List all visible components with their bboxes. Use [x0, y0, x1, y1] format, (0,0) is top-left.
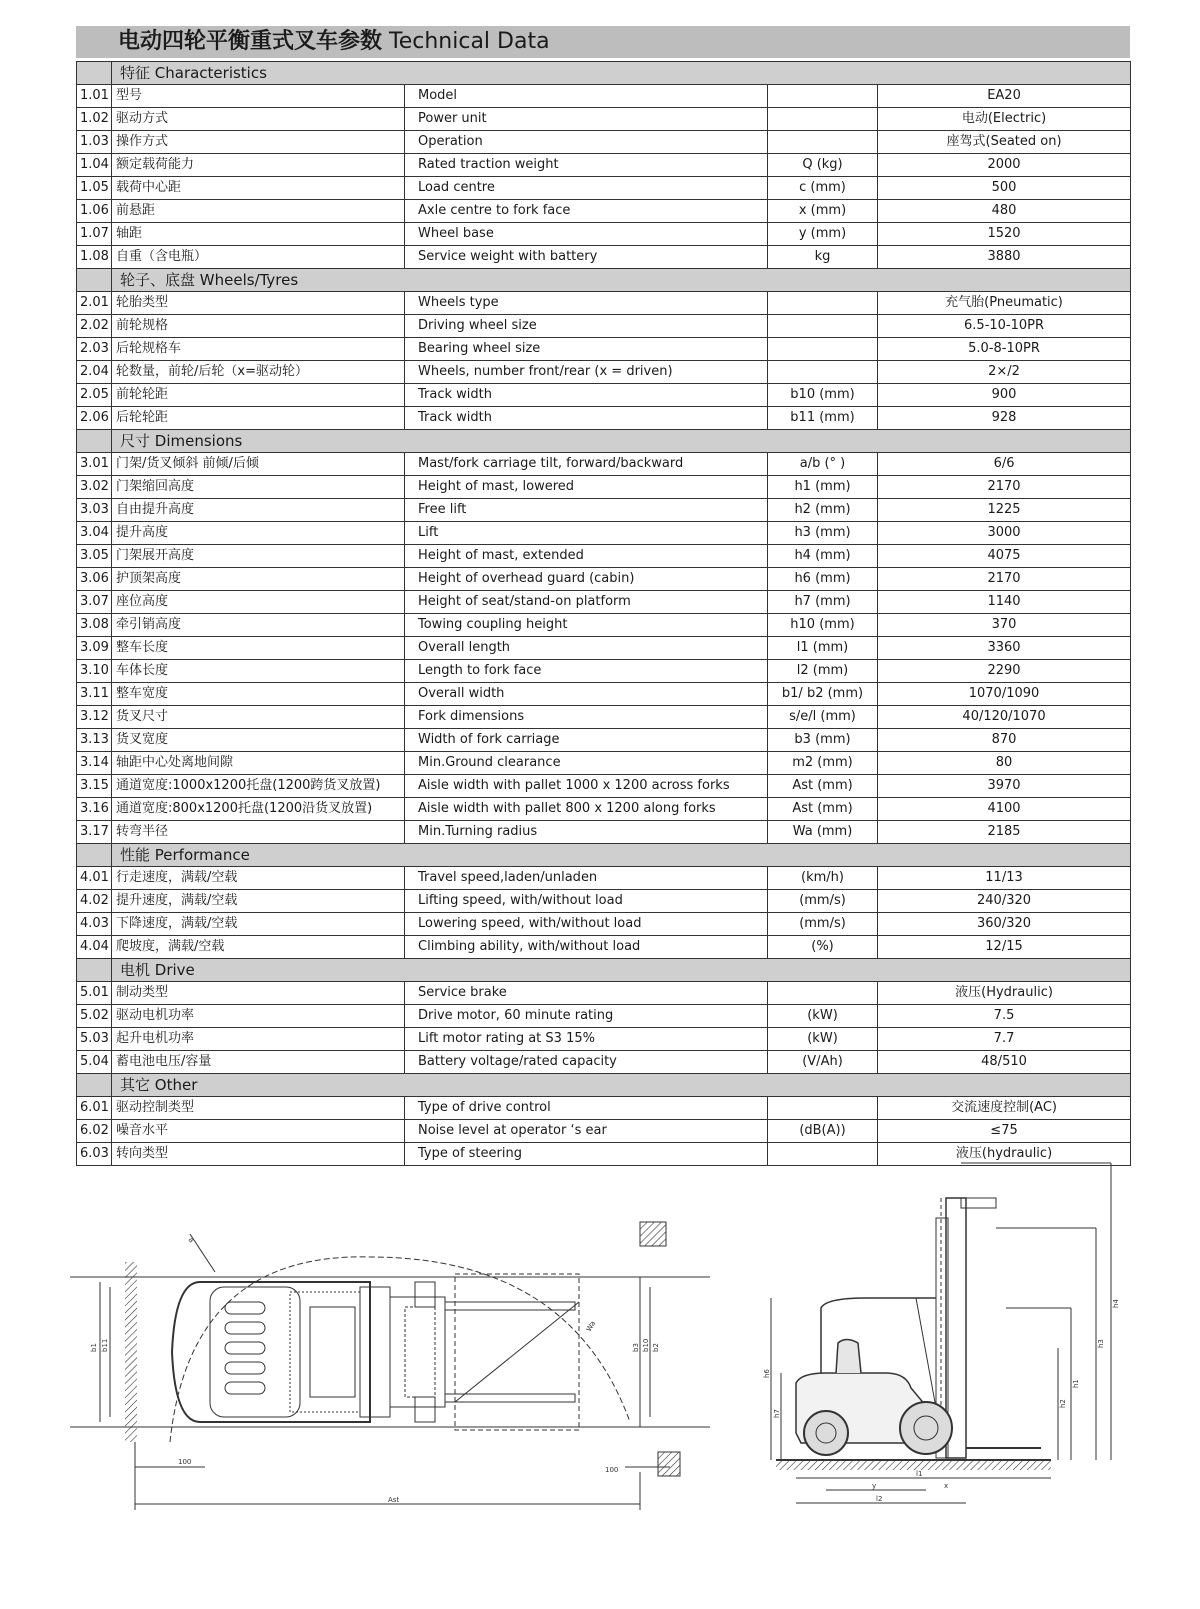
dim-label-100-right: 100 — [605, 1466, 619, 1474]
row-label-zh: 提升高度 — [112, 522, 405, 545]
row-label-en: Service brake — [405, 982, 768, 1005]
row-unit: (kW) — [768, 1028, 878, 1051]
section-header — [77, 1074, 1131, 1097]
dim-label-b1: b1 — [90, 1343, 98, 1352]
spec-row — [77, 683, 1131, 706]
dim-label-y: y — [872, 1482, 877, 1490]
row-value: 3880 — [878, 246, 1131, 269]
spec-row — [77, 200, 1131, 223]
row-number: 2.06 — [77, 407, 112, 430]
row-label-en: Operation — [405, 131, 768, 154]
section-spacer — [77, 844, 112, 867]
row-unit — [768, 315, 878, 338]
row-label-en: Model — [405, 85, 768, 108]
row-value: 7.5 — [878, 1005, 1131, 1028]
row-value: 900 — [878, 384, 1131, 407]
row-label-en: Drive motor, 60 minute rating — [405, 1005, 768, 1028]
row-unit: (mm/s) — [768, 890, 878, 913]
row-unit: h6 (mm) — [768, 568, 878, 591]
row-label-zh: 货叉宽度 — [112, 729, 405, 752]
row-value: 4075 — [878, 545, 1131, 568]
row-unit: Ast (mm) — [768, 775, 878, 798]
row-label-zh: 蓄电池电压/容量 — [112, 1051, 405, 1074]
row-label-en: Overall length — [405, 637, 768, 660]
dim-label-a: a — [186, 1235, 196, 1245]
title-zh: 电动四轮平衡重式叉车参数 — [118, 29, 383, 54]
row-label-en: Height of mast, lowered — [405, 476, 768, 499]
row-label-en: Bearing wheel size — [405, 338, 768, 361]
row-number: 3.14 — [77, 752, 112, 775]
row-label-en: Min.Turning radius — [405, 821, 768, 844]
spec-row — [77, 775, 1131, 798]
spec-row — [77, 85, 1131, 108]
row-label-en: Free lift — [405, 499, 768, 522]
row-unit — [768, 361, 878, 384]
spec-row — [77, 821, 1131, 844]
dim-label-h6: h6 — [763, 1369, 771, 1378]
dim-label-b11: b11 — [101, 1338, 109, 1352]
row-value: 3000 — [878, 522, 1131, 545]
row-number: 6.03 — [77, 1143, 112, 1166]
row-value: 2290 — [878, 660, 1131, 683]
row-unit: h10 (mm) — [768, 614, 878, 637]
spec-row — [77, 177, 1131, 200]
row-value: 1520 — [878, 223, 1131, 246]
row-value: 液压(hydraulic) — [878, 1143, 1131, 1166]
row-label-zh: 牵引销高度 — [112, 614, 405, 637]
spec-row — [77, 798, 1131, 821]
row-unit: h4 (mm) — [768, 545, 878, 568]
row-value: 240/320 — [878, 890, 1131, 913]
row-label-en: Lift — [405, 522, 768, 545]
dim-label-100-left: 100 — [178, 1458, 192, 1466]
spec-row — [77, 1005, 1131, 1028]
row-label-zh: 后轮轮距 — [112, 407, 405, 430]
spec-row — [77, 913, 1131, 936]
row-unit: (km/h) — [768, 867, 878, 890]
row-label-en: Height of overhead guard (cabin) — [405, 568, 768, 591]
row-number: 1.08 — [77, 246, 112, 269]
row-label-en: Travel speed,laden/unladen — [405, 867, 768, 890]
spec-row — [77, 361, 1131, 384]
row-number: 1.07 — [77, 223, 112, 246]
row-label-zh: 驱动控制类型 — [112, 1097, 405, 1120]
row-unit — [768, 982, 878, 1005]
spec-row — [77, 384, 1131, 407]
row-unit: h2 (mm) — [768, 499, 878, 522]
section-header — [77, 269, 1131, 292]
section-label: 性能 Performance — [112, 844, 1131, 867]
row-label-en: Height of mast, extended — [405, 545, 768, 568]
row-unit: Ast (mm) — [768, 798, 878, 821]
row-label-zh: 通道宽度:800x1200托盘(1200沿货叉放置) — [112, 798, 405, 821]
row-value: 3970 — [878, 775, 1131, 798]
spec-row — [77, 338, 1131, 361]
row-value: 11/13 — [878, 867, 1131, 890]
dim-label-ast: Ast — [388, 1496, 400, 1504]
row-number: 2.01 — [77, 292, 112, 315]
title-en: Technical Data — [389, 29, 550, 54]
row-number: 4.01 — [77, 867, 112, 890]
row-unit: b1/ b2 (mm) — [768, 683, 878, 706]
row-label-en: Wheel base — [405, 223, 768, 246]
row-label-en: Aisle width with pallet 800 x 1200 along forks — [405, 798, 768, 821]
spec-row — [77, 637, 1131, 660]
row-number: 1.02 — [77, 108, 112, 131]
row-value: 480 — [878, 200, 1131, 223]
row-unit: x (mm) — [768, 200, 878, 223]
row-label-zh: 前悬距 — [112, 200, 405, 223]
row-label-en: Service weight with battery — [405, 246, 768, 269]
row-number: 4.03 — [77, 913, 112, 936]
row-label-zh: 前轮轮距 — [112, 384, 405, 407]
section-label: 特征 Characteristics — [112, 62, 1131, 85]
spec-row — [77, 1097, 1131, 1120]
row-number: 3.09 — [77, 637, 112, 660]
section-spacer — [77, 62, 112, 85]
row-value: 6/6 — [878, 453, 1131, 476]
row-unit: (V/Ah) — [768, 1051, 878, 1074]
spec-row — [77, 660, 1131, 683]
row-value: 7.7 — [878, 1028, 1131, 1051]
row-value: 充气胎(Pneumatic) — [878, 292, 1131, 315]
spec-row — [77, 568, 1131, 591]
row-value: 2000 — [878, 154, 1131, 177]
row-label-en: Track width — [405, 384, 768, 407]
row-label-zh: 爬坡度，满载/空载 — [112, 936, 405, 959]
row-label-zh: 转向类型 — [112, 1143, 405, 1166]
row-value: 电动(Electric) — [878, 108, 1131, 131]
section-spacer — [77, 1074, 112, 1097]
top-view-drawing — [70, 1212, 720, 1512]
row-value: 2170 — [878, 476, 1131, 499]
row-label-zh: 轴距 — [112, 223, 405, 246]
row-label-zh: 门架缩回高度 — [112, 476, 405, 499]
spec-row — [77, 706, 1131, 729]
row-value: 370 — [878, 614, 1131, 637]
row-number: 3.11 — [77, 683, 112, 706]
row-unit: (mm/s) — [768, 913, 878, 936]
row-unit: l2 (mm) — [768, 660, 878, 683]
row-value: 360/320 — [878, 913, 1131, 936]
spec-row — [77, 522, 1131, 545]
row-number: 4.04 — [77, 936, 112, 959]
row-label-en: Towing coupling height — [405, 614, 768, 637]
row-value: 928 — [878, 407, 1131, 430]
row-unit: (%) — [768, 936, 878, 959]
row-number: 3.05 — [77, 545, 112, 568]
row-unit: l1 (mm) — [768, 637, 878, 660]
row-number: 6.02 — [77, 1120, 112, 1143]
row-value: 1140 — [878, 591, 1131, 614]
row-value: 2170 — [878, 568, 1131, 591]
row-value: 4100 — [878, 798, 1131, 821]
spec-row — [77, 591, 1131, 614]
row-number: 3.16 — [77, 798, 112, 821]
row-number: 3.07 — [77, 591, 112, 614]
row-unit: h3 (mm) — [768, 522, 878, 545]
dim-label-h2: h2 — [1059, 1399, 1067, 1408]
section-header — [77, 844, 1131, 867]
row-label-en: Lifting speed, with/without load — [405, 890, 768, 913]
row-label-zh: 型号 — [112, 85, 405, 108]
page-title — [118, 28, 550, 56]
row-label-en: Climbing ability, with/without load — [405, 936, 768, 959]
spec-row — [77, 154, 1131, 177]
row-value: 12/15 — [878, 936, 1131, 959]
side-view-drawing — [763, 1158, 1146, 1513]
dim-label-h7: h7 — [773, 1409, 781, 1418]
row-unit: kg — [768, 246, 878, 269]
row-number: 3.04 — [77, 522, 112, 545]
row-label-zh: 门架展开高度 — [112, 545, 405, 568]
row-label-zh: 噪音水平 — [112, 1120, 405, 1143]
row-unit: b10 (mm) — [768, 384, 878, 407]
row-label-en: Noise level at operator ‘s ear — [405, 1120, 768, 1143]
row-number: 2.05 — [77, 384, 112, 407]
row-number: 3.15 — [77, 775, 112, 798]
row-unit: h7 (mm) — [768, 591, 878, 614]
section-header — [77, 62, 1131, 85]
section-label: 其它 Other — [112, 1074, 1131, 1097]
row-number: 3.06 — [77, 568, 112, 591]
row-number: 1.01 — [77, 85, 112, 108]
spec-table — [76, 61, 1131, 1166]
row-label-en: Driving wheel size — [405, 315, 768, 338]
row-label-zh: 起升电机功率 — [112, 1028, 405, 1051]
row-label-zh: 自由提升高度 — [112, 499, 405, 522]
row-label-en: Aisle width with pallet 1000 x 1200 across forks — [405, 775, 768, 798]
row-number: 2.02 — [77, 315, 112, 338]
spec-row — [77, 1051, 1131, 1074]
dim-label-wa: Wa — [584, 1319, 598, 1333]
spec-row — [77, 131, 1131, 154]
row-unit: m2 (mm) — [768, 752, 878, 775]
row-number: 5.03 — [77, 1028, 112, 1051]
row-number: 3.03 — [77, 499, 112, 522]
section-header — [77, 959, 1131, 982]
spec-row — [77, 890, 1131, 913]
row-number: 3.12 — [77, 706, 112, 729]
row-unit: (kW) — [768, 1005, 878, 1028]
row-label-zh: 通道宽度:1000x1200托盘(1200跨货叉放置) — [112, 775, 405, 798]
row-value: 3360 — [878, 637, 1131, 660]
row-value: 1070/1090 — [878, 683, 1131, 706]
row-unit: h1 (mm) — [768, 476, 878, 499]
row-number: 3.17 — [77, 821, 112, 844]
spec-row — [77, 223, 1131, 246]
row-unit: (dB(A)) — [768, 1120, 878, 1143]
row-label-zh: 额定载荷能力 — [112, 154, 405, 177]
dim-label-x: x — [944, 1482, 949, 1490]
section-label: 尺寸 Dimensions — [112, 430, 1131, 453]
row-label-zh: 驱动电机功率 — [112, 1005, 405, 1028]
row-number: 5.01 — [77, 982, 112, 1005]
row-value: 870 — [878, 729, 1131, 752]
spec-row — [77, 476, 1131, 499]
row-label-zh: 自重（含电瓶） — [112, 246, 405, 269]
row-label-en: Power unit — [405, 108, 768, 131]
row-unit — [768, 85, 878, 108]
section-label: 电机 Drive — [112, 959, 1131, 982]
spec-row — [77, 1028, 1131, 1051]
row-label-en: Wheels type — [405, 292, 768, 315]
section-header — [77, 430, 1131, 453]
row-label-zh: 车体长度 — [112, 660, 405, 683]
spec-row — [77, 108, 1131, 131]
dim-label-b10: b10 — [642, 1338, 650, 1352]
row-label-en: Rated traction weight — [405, 154, 768, 177]
row-number: 5.04 — [77, 1051, 112, 1074]
row-unit — [768, 338, 878, 361]
spec-row — [77, 867, 1131, 890]
row-number: 1.04 — [77, 154, 112, 177]
row-label-zh: 制动类型 — [112, 982, 405, 1005]
title-bar — [76, 26, 1130, 58]
row-label-en: Mast/fork carriage tilt, forward/backward — [405, 453, 768, 476]
row-value: 48/510 — [878, 1051, 1131, 1074]
row-label-en: Width of fork carriage — [405, 729, 768, 752]
row-value: EA20 — [878, 85, 1131, 108]
row-label-zh: 下降速度，满载/空载 — [112, 913, 405, 936]
row-unit: y (mm) — [768, 223, 878, 246]
row-number: 5.02 — [77, 1005, 112, 1028]
row-label-en: Track width — [405, 407, 768, 430]
row-unit: Q (kg) — [768, 154, 878, 177]
row-label-zh: 轮数量，前轮/后轮（x=驱动轮） — [112, 361, 405, 384]
spec-row — [77, 1120, 1131, 1143]
dim-label-b2: b2 — [652, 1343, 660, 1352]
row-value: 2×/2 — [878, 361, 1131, 384]
row-label-en: Fork dimensions — [405, 706, 768, 729]
row-number: 2.04 — [77, 361, 112, 384]
row-value: 交流速度控制(AC) — [878, 1097, 1131, 1120]
row-label-zh: 前轮规格 — [112, 315, 405, 338]
section-spacer — [77, 269, 112, 292]
row-label-en: Min.Ground clearance — [405, 752, 768, 775]
row-label-en: Height of seat/stand-on platform — [405, 591, 768, 614]
row-label-en: Lift motor rating at S3 15% — [405, 1028, 768, 1051]
row-unit — [768, 131, 878, 154]
row-label-zh: 整车宽度 — [112, 683, 405, 706]
row-value: 500 — [878, 177, 1131, 200]
row-label-en: Length to fork face — [405, 660, 768, 683]
spec-row — [77, 407, 1131, 430]
row-label-zh: 转弯半径 — [112, 821, 405, 844]
row-label-zh: 护顶架高度 — [112, 568, 405, 591]
dim-label-l2: l2 — [876, 1495, 883, 1503]
spec-row — [77, 499, 1131, 522]
row-value: ≤75 — [878, 1120, 1131, 1143]
spec-row — [77, 936, 1131, 959]
spec-row — [77, 246, 1131, 269]
row-label-zh: 操作方式 — [112, 131, 405, 154]
row-unit: s/e/l (mm) — [768, 706, 878, 729]
spec-row — [77, 545, 1131, 568]
row-number: 2.03 — [77, 338, 112, 361]
row-label-zh: 轮胎类型 — [112, 292, 405, 315]
row-number: 3.08 — [77, 614, 112, 637]
row-unit: b11 (mm) — [768, 407, 878, 430]
dim-label-b3: b3 — [632, 1343, 640, 1352]
row-number: 3.02 — [77, 476, 112, 499]
dim-label-l1: l1 — [916, 1470, 923, 1478]
spec-row — [77, 752, 1131, 775]
row-label-en: Axle centre to fork face — [405, 200, 768, 223]
row-number: 1.05 — [77, 177, 112, 200]
row-number: 3.01 — [77, 453, 112, 476]
row-label-en: Load centre — [405, 177, 768, 200]
row-value: 40/120/1070 — [878, 706, 1131, 729]
row-label-en: Type of steering — [405, 1143, 768, 1166]
row-unit: c (mm) — [768, 177, 878, 200]
row-label-zh: 门架/货叉倾斜 前倾/后倾 — [112, 453, 405, 476]
dim-label-h1: h1 — [1072, 1379, 1080, 1388]
row-label-zh: 载荷中心距 — [112, 177, 405, 200]
spec-row — [77, 614, 1131, 637]
row-label-zh: 轴距中心处离地间隙 — [112, 752, 405, 775]
row-label-zh: 后轮规格车 — [112, 338, 405, 361]
row-label-zh: 行走速度，满载/空载 — [112, 867, 405, 890]
row-label-en: Type of drive control — [405, 1097, 768, 1120]
row-label-en: Wheels, number front/rear (x = driven) — [405, 361, 768, 384]
spec-row — [77, 729, 1131, 752]
row-unit — [768, 292, 878, 315]
row-label-zh: 座位高度 — [112, 591, 405, 614]
row-label-zh: 整车长度 — [112, 637, 405, 660]
section-spacer — [77, 430, 112, 453]
row-value: 1225 — [878, 499, 1131, 522]
row-label-en: Battery voltage/rated capacity — [405, 1051, 768, 1074]
row-label-zh: 驱动方式 — [112, 108, 405, 131]
row-number: 6.01 — [77, 1097, 112, 1120]
dim-label-h4: h4 — [1112, 1299, 1120, 1308]
row-number: 1.06 — [77, 200, 112, 223]
row-label-en: Lowering speed, with/without load — [405, 913, 768, 936]
section-spacer — [77, 959, 112, 982]
row-value: 2185 — [878, 821, 1131, 844]
row-unit — [768, 108, 878, 131]
row-value: 80 — [878, 752, 1131, 775]
row-number: 3.10 — [77, 660, 112, 683]
section-label: 轮子、底盘 Wheels/Tyres — [112, 269, 1131, 292]
dim-label-h3: h3 — [1097, 1339, 1105, 1348]
row-number: 4.02 — [77, 890, 112, 913]
row-unit: a/b (° ) — [768, 453, 878, 476]
spec-row — [77, 982, 1131, 1005]
spec-row — [77, 292, 1131, 315]
row-number: 1.03 — [77, 131, 112, 154]
row-number: 3.13 — [77, 729, 112, 752]
row-value: 5.0-8-10PR — [878, 338, 1131, 361]
row-value: 液压(Hydraulic) — [878, 982, 1131, 1005]
row-value: 6.5-10-10PR — [878, 315, 1131, 338]
row-unit — [768, 1097, 878, 1120]
row-unit: b3 (mm) — [768, 729, 878, 752]
row-label-zh: 货叉尺寸 — [112, 706, 405, 729]
row-value: 座驾式(Seated on) — [878, 131, 1131, 154]
spec-row — [77, 453, 1131, 476]
spec-row — [77, 315, 1131, 338]
row-unit: Wa (mm) — [768, 821, 878, 844]
row-label-zh: 提升速度，满载/空载 — [112, 890, 405, 913]
row-label-en: Overall width — [405, 683, 768, 706]
